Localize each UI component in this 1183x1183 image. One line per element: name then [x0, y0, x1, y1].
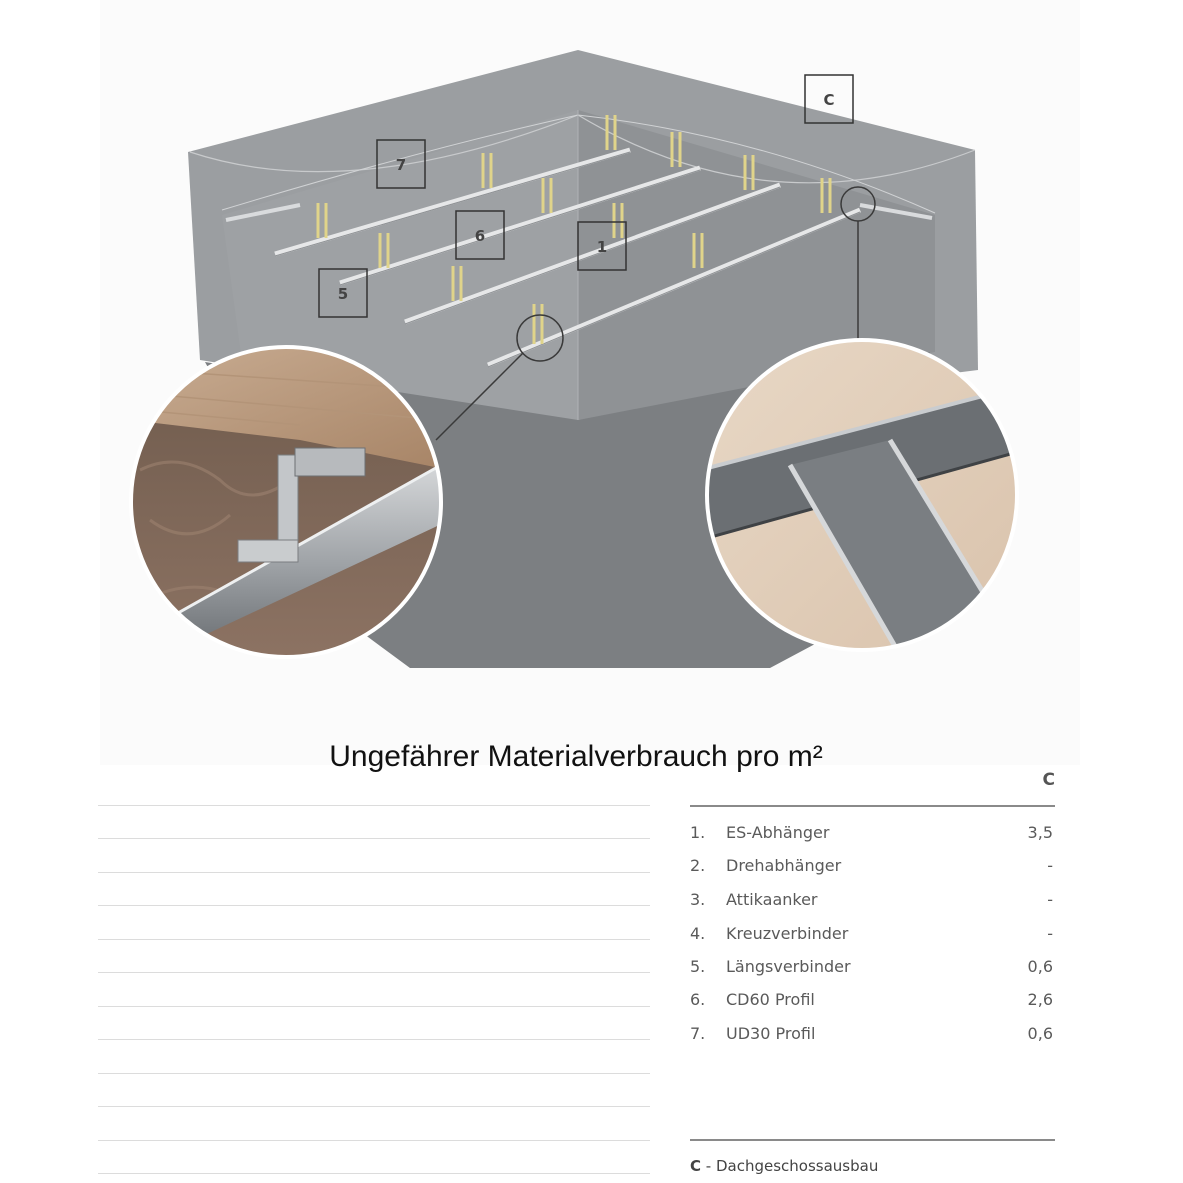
row-value: 0,6: [1027, 1024, 1053, 1043]
row-number: 4.: [690, 924, 706, 943]
footer-divider: [690, 1139, 1055, 1141]
rule-line: [98, 1073, 650, 1074]
row-number: 3.: [690, 890, 706, 909]
row-material: Attikaanker: [726, 890, 818, 909]
header-divider: [690, 805, 1055, 807]
page-title: Ungefährer Materialverbrauch pro m²: [329, 740, 823, 773]
row-material: CD60 Profil: [726, 990, 815, 1009]
rule-line: [98, 872, 650, 873]
rule-line: [98, 838, 650, 839]
row-material: ES-Abhänger: [726, 823, 830, 842]
rule-line: [98, 972, 650, 973]
row-value: -: [1047, 924, 1053, 943]
legend-note: [690, 1157, 878, 1175]
table-row: [690, 890, 1055, 914]
row-value: 3,5: [1027, 823, 1053, 842]
rule-line: [98, 1006, 650, 1007]
legend-text: - Dachgeschossausbau: [705, 1157, 879, 1175]
table-row: [690, 823, 1055, 847]
callout-1-label: 1: [596, 238, 608, 256]
row-value: -: [1047, 890, 1053, 909]
rule-line: [98, 1173, 650, 1174]
legend-key: C: [690, 1157, 702, 1175]
rule-line: [98, 1106, 650, 1107]
row-number: 1.: [690, 823, 706, 842]
callout-5-label: 5: [337, 285, 349, 303]
row-material: UD30 Profil: [726, 1024, 816, 1043]
table-row: [690, 1024, 1055, 1048]
callout-6-label: 6: [474, 227, 486, 245]
rule-line: [98, 1039, 650, 1040]
row-number: 6.: [690, 990, 706, 1009]
rule-line: [98, 939, 650, 940]
table-row: [690, 990, 1055, 1014]
row-number: 5.: [690, 957, 706, 976]
row-number: 2.: [690, 856, 706, 875]
rule-line: [98, 1140, 650, 1141]
row-value: 2,6: [1027, 990, 1053, 1009]
row-material: Längsverbinder: [726, 957, 851, 976]
callout-c-label: C: [823, 91, 835, 109]
column-header: C: [1042, 770, 1055, 790]
callout-7-label: 7: [395, 156, 407, 174]
table-row: [690, 957, 1055, 981]
rule-line: [98, 905, 650, 906]
row-value: 0,6: [1027, 957, 1053, 976]
row-material: Drehabhänger: [726, 856, 842, 875]
row-number: 7.: [690, 1024, 706, 1043]
row-material: Kreuzverbinder: [726, 924, 849, 943]
rule-line: [98, 805, 650, 806]
row-value: -: [1047, 856, 1053, 875]
table-row: [690, 924, 1055, 948]
table-row: [690, 856, 1055, 880]
